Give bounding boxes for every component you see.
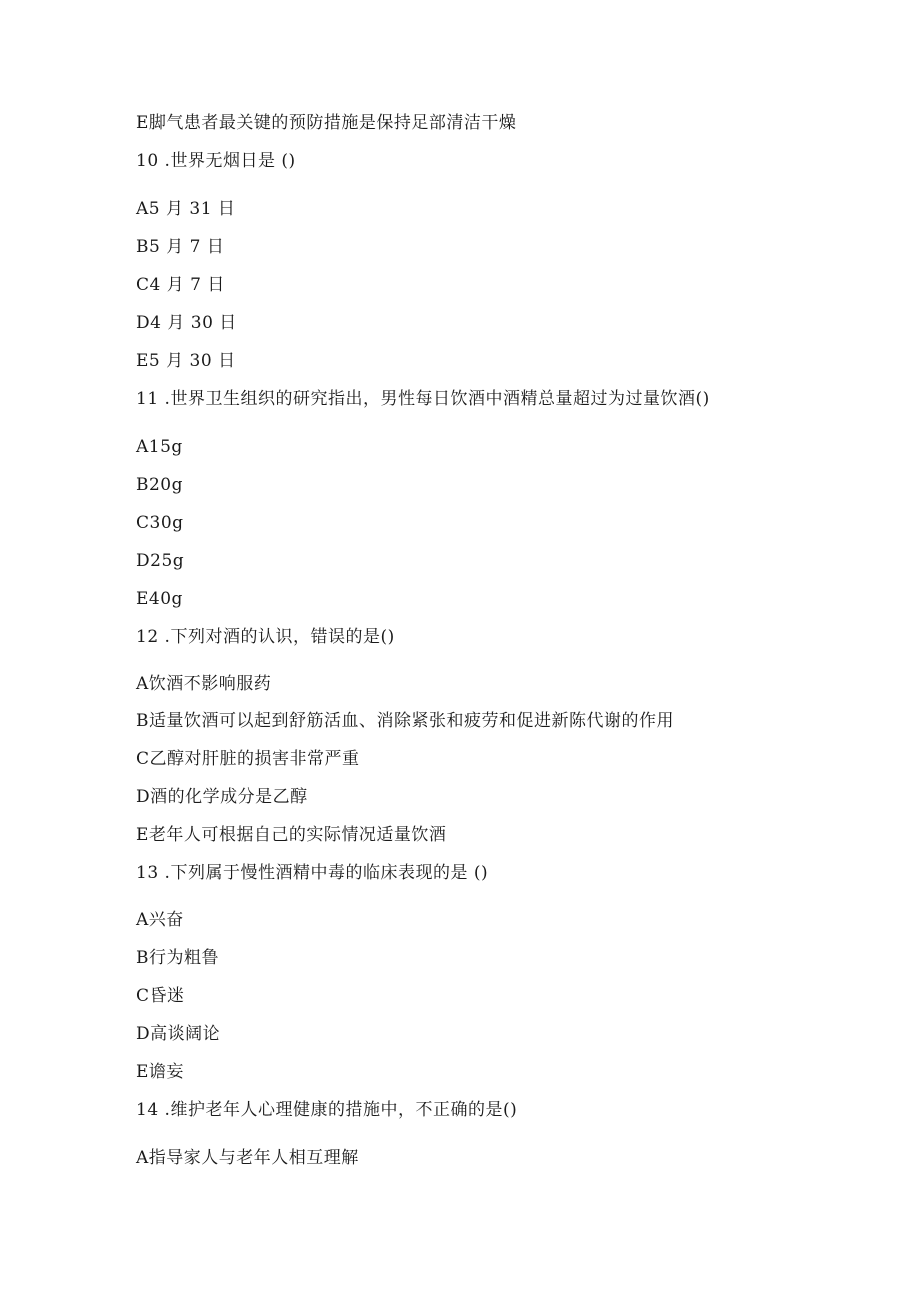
option-c-q10: C4 月 7 日 [136,275,225,295]
option-b-q10: B5 月 7 日 [136,237,225,257]
question-11: 11 .世界卫生组织的研究指出，男性每日饮酒中酒精总量超过为过量饮酒() [136,389,710,409]
option-b-q13: B行为粗鲁 [136,948,219,968]
option-a-q14: A指导家人与老年人相互理解 [136,1148,359,1168]
option-d-q10: D4 月 30 日 [136,313,237,333]
option-a-q12: A饮酒不影响服药 [136,674,272,694]
question-13: 13 .下列属于慢性酒精中毒的临床表现的是 () [136,863,489,883]
option-e-q12: E老年人可根据自己的实际情况适量饮酒 [136,825,447,845]
option-d-q11: D25g [136,551,185,571]
option-a-q11: A15g [136,437,183,457]
option-a-q13: A兴奋 [136,910,184,930]
option-e-q11: E40g [136,589,183,609]
option-e-q9: E脚气患者最关键的预防措施是保持足部清洁干燥 [136,113,517,133]
option-e-q10: E5 月 30 日 [136,351,236,371]
option-e-q13: E谵妄 [136,1062,184,1082]
option-c-q13: C昏迷 [136,986,185,1006]
option-c-q11: C30g [136,513,184,533]
option-d-q12: D酒的化学成分是乙醇 [136,787,308,807]
option-d-q13: D高谈阔论 [136,1024,221,1044]
question-14: 14 .维护老年人心理健康的措施中，不正确的是() [136,1100,518,1120]
option-b-q12: B适量饮酒可以起到舒筋活血、消除紧张和疲劳和促进新陈代谢的作用 [136,711,674,731]
option-a-q10: A5 月 31 日 [136,199,236,219]
question-12: 12 .下列对酒的认识，错误的是() [136,627,395,647]
option-c-q12: C乙醇对肝脏的损害非常严重 [136,749,360,769]
option-b-q11: B20g [136,475,184,495]
question-10: 10 .世界无烟日是 () [136,151,296,171]
